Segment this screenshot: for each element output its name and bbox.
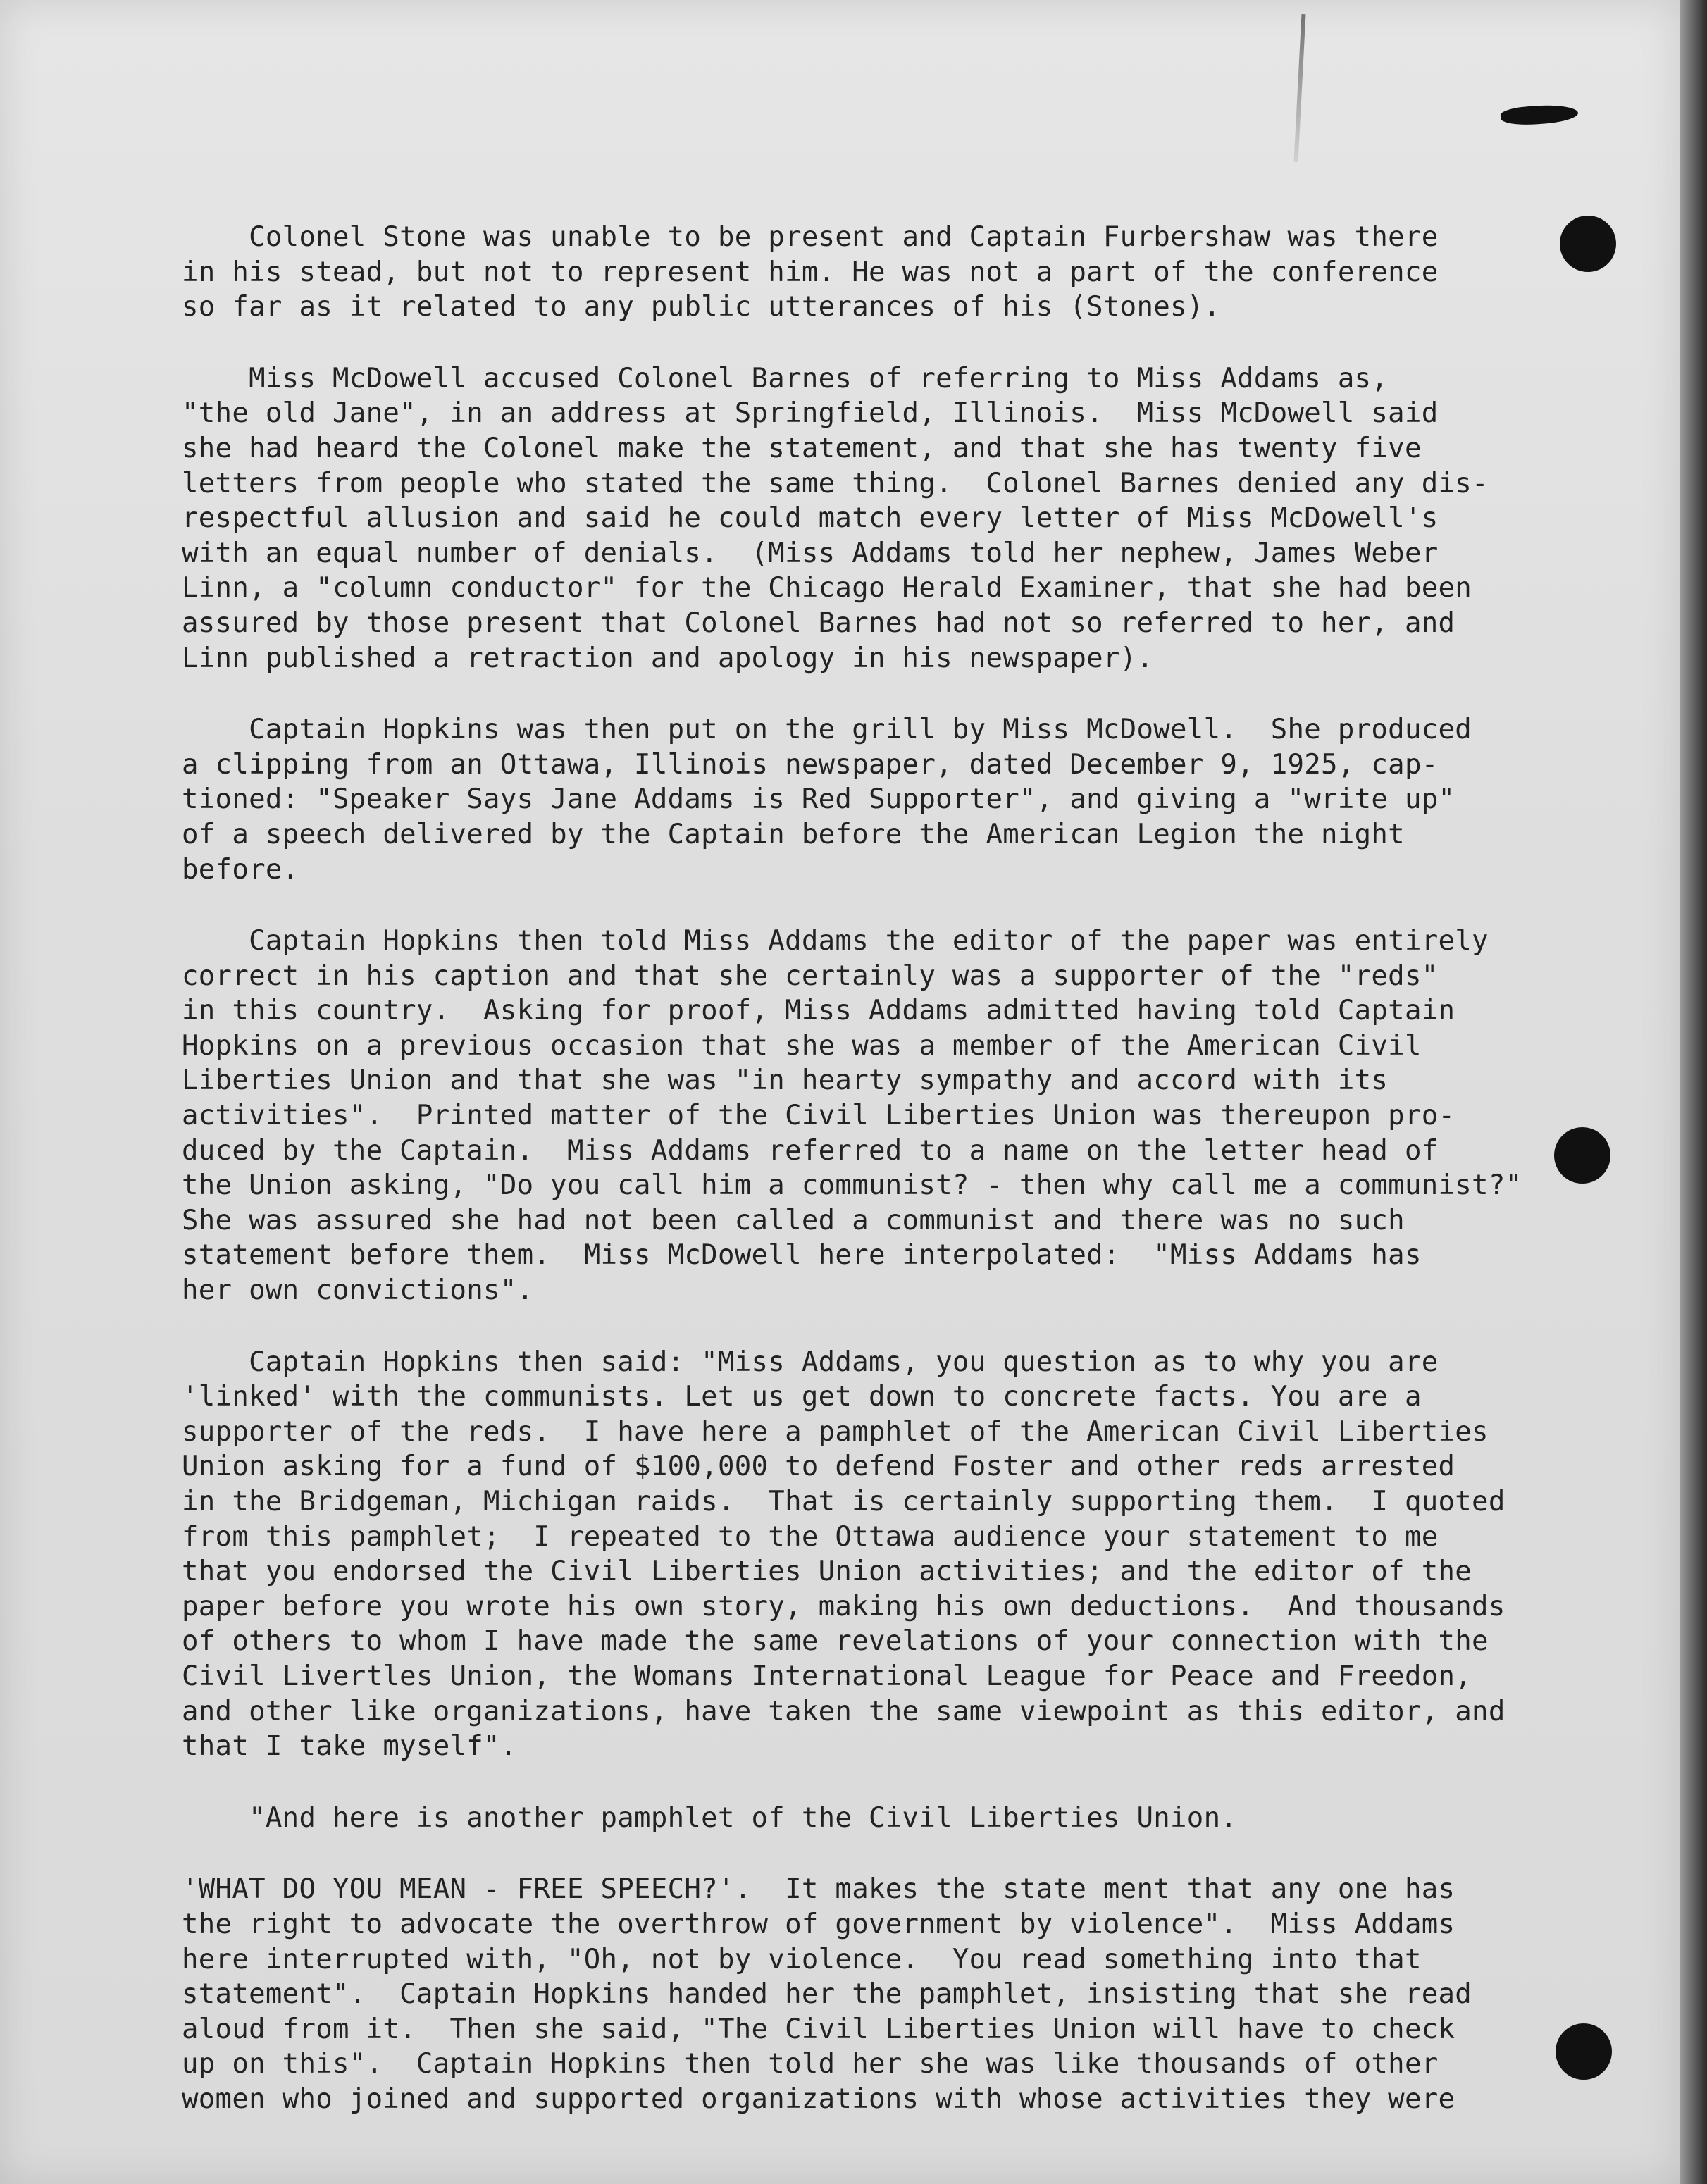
text-line: up on this". Captain Hopkins then told her she was like thousands of other [182,2048,1439,2080]
text-line: Linn, a "column conductor" for the Chicago Herald Examiner, that she had been [182,572,1472,604]
text-line: respectful allusion and said he could match every letter of Miss McDowell's [182,502,1439,535]
text-line: she had heard the Colonel make the statement, and that she has twenty five [182,432,1422,464]
text-line: Union asking for a fund of $100,000 to defend Foster and other reds arrested [182,1451,1455,1483]
paragraph-p2 [182,361,1587,676]
text-line: Colonel Stone was unable to be present and Captain Furbershaw was there [182,221,1439,253]
document-body [182,220,1587,2117]
text-line: assured by those present that Colonel Barnes had not so referred to her, and [182,607,1455,639]
text-line: in this country. Asking for proof, Miss Addams admitted having told Captain [182,995,1455,1027]
paragraph-p6 [182,1801,1587,1836]
text-line: letters from people who stated the same thing. Colonel Barnes denied any dis- [182,467,1489,500]
text-line: 'WHAT DO YOU MEAN - FREE SPEECH?'. It makes the state ment that any one has [182,1873,1455,1906]
text-line: before. [182,853,299,886]
text-line: from this pamphlet; I repeated to the Ottawa audience your statement to me [182,1520,1439,1553]
text-line: "the old Jane", in an address at Springfield, Illinois. Miss McDowell said [182,397,1439,430]
text-line: so far as it related to any public utterances of his (Stones). [182,291,1221,323]
text-line: correct in his caption and that she certainly was a supporter of the "reds" [182,960,1439,992]
text-line: women who joined and supported organizations with whose activities they were [182,2083,1455,2115]
text-line: of others to whom I have made the same revelations of your connection with the [182,1625,1489,1658]
text-line: duced by the Captain. Miss Addams referred to a name on the letter head of [182,1134,1439,1167]
page-edge-shadow [1680,0,1707,2184]
text-line: the right to advocate the overthrow of government by violence". Miss Addams [182,1908,1455,1940]
text-line: of a speech delivered by the Captain before the American Legion the night [182,818,1405,850]
paragraph-p3 [182,712,1587,887]
text-line: paper before you wrote his own story, making his own deductions. And thousands [182,1590,1506,1623]
text-line: that I take myself". [182,1730,517,1763]
text-line: aloud from it. Then she said, "The Civil Liberties Union will have to check [182,2013,1455,2045]
text-line: Linn published a retraction and apology in his newspaper). [182,642,1154,674]
text-line: Liberties Union and that she was "in hearty sympathy and accord with its [182,1065,1389,1097]
text-line: Civil Livertles Union, the Womans International League for Peace and Freedon, [182,1660,1472,1692]
paragraph-p1 [182,220,1587,325]
text-line: Captain Hopkins then told Miss Addams the editor of the paper was entirely [182,925,1489,957]
text-line: supporter of the reds. I have here a pamphlet of the American Civil Liberties [182,1415,1489,1448]
paragraph-p4 [182,924,1587,1308]
text-line: statement before them. Miss McDowell here interpolated: "Miss Addams has [182,1239,1422,1272]
paragraph-p7 [182,1872,1587,2116]
text-line: with an equal number of denials. (Miss Addams told her nephew, James Weber [182,537,1439,569]
text-line: tioned: "Speaker Says Jane Addams is Red Supporter", and giving a "write up" [182,783,1455,816]
text-line: Captain Hopkins was then put on the grill by Miss McDowell. She produced [182,714,1472,746]
text-line: "And here is another pamphlet of the Civil Liberties Union. [182,1801,1238,1834]
text-line: activities". Printed matter of the Civil Liberties Union was thereupon pro- [182,1100,1455,1132]
text-line: in the Bridgeman, Michigan raids. That is certainly supporting them. I quoted [182,1486,1506,1518]
text-line: 'linked' with the communists. Let us get down to concrete facts. You are a [182,1381,1422,1413]
text-line: statement". Captain Hopkins handed her the pamphlet, insisting that she read [182,1978,1472,2011]
text-line: Miss McDowell accused Colonel Barnes of referring to Miss Addams as, [182,362,1389,395]
text-line: a clipping from an Ottawa, Illinois newspaper, dated December 9, 1925, cap- [182,748,1439,781]
text-line: the Union asking, "Do you call him a communist? - then why call me a communist?" [182,1169,1522,1202]
text-line: Hopkins on a previous occasion that she was a member of the American Civil [182,1029,1422,1062]
text-line: in his stead, but not to represent him. He was not a part of the conference [182,256,1439,288]
scan-scratch [1294,14,1306,162]
text-line: that you endorsed the Civil Liberties Union activities; and the editor of the [182,1556,1472,1588]
text-line: here interrupted with, "Oh, not by violence. You read something into that [182,1943,1422,1975]
ink-blot [1500,103,1579,127]
text-line: Captain Hopkins then said: "Miss Addams, you question as to why you are [182,1346,1439,1378]
text-line: She was assured she had not been called a communist and there was no such [182,1204,1405,1236]
paragraph-p5 [182,1345,1587,1764]
text-line: her own convictions". [182,1274,534,1307]
text-line: and other like organizations, have taken the same viewpoint as this editor, and [182,1695,1506,1727]
